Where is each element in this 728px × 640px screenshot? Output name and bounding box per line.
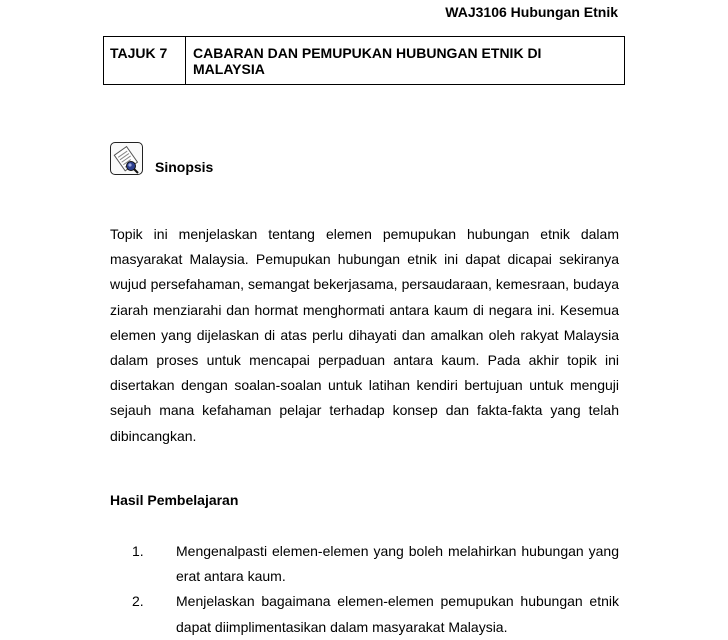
synopsis-heading: Sinopsis: [155, 159, 214, 175]
topic-title: CABARAN DAN PEMUPUKAN HUBUNGAN ETNIK DI MALAYSIA: [193, 45, 542, 77]
list-item-number: 2.: [132, 593, 144, 610]
page-header-course: WAJ3106 Hubungan Etnik: [445, 4, 618, 20]
list-item-text: Mengenalpasti elemen-elemen yang boleh melahirkan hubungan yang erat antara kaum.: [176, 543, 619, 585]
synopsis-paragraph: Topik ini menjelaskan tentang elemen pemupukan hubungan etnik dalam masyarakat Malaysia. Pemupukan hubungan etnik ini dapat dicapai sekiranya wujud persefahaman, semangat bekerjasama, persaudaraan, kemesraan, budaya ziarah menziarahi dan hormat menghormati antara kaum di negara ini. Kesemua elemen yang dijelaskan di atas perlu dihayati dan amalkan oleh rakyat Malaysia dalam proses untuk mencapai perpaduan antara kaum. Pada akhir topik ini disertakan dengan soalan-soalan untuk latihan kendiri bertujuan untuk menguji sejauh mana kefahaman pelajar terhadap konsep dan fakta-fakta yang telah dibincangkan.: [110, 226, 619, 444]
document-magnifier-icon: [110, 142, 143, 175]
list-item-text: Menjelaskan bagaimana elemen-elemen pemupukan hubungan etnik dapat diimplimentasikan dalam masyarakat Malaysia.: [176, 593, 619, 635]
list-item: [110, 539, 619, 589]
list-item: [110, 589, 619, 639]
learning-outcomes-list: [110, 539, 619, 640]
topic-table: [103, 36, 625, 85]
list-item-number: 1.: [132, 543, 144, 559]
learning-outcomes-heading: Hasil Pembelajaran: [110, 492, 239, 508]
synopsis-heading-row: [110, 141, 213, 175]
topic-number: TAJUK 7: [104, 37, 186, 84]
